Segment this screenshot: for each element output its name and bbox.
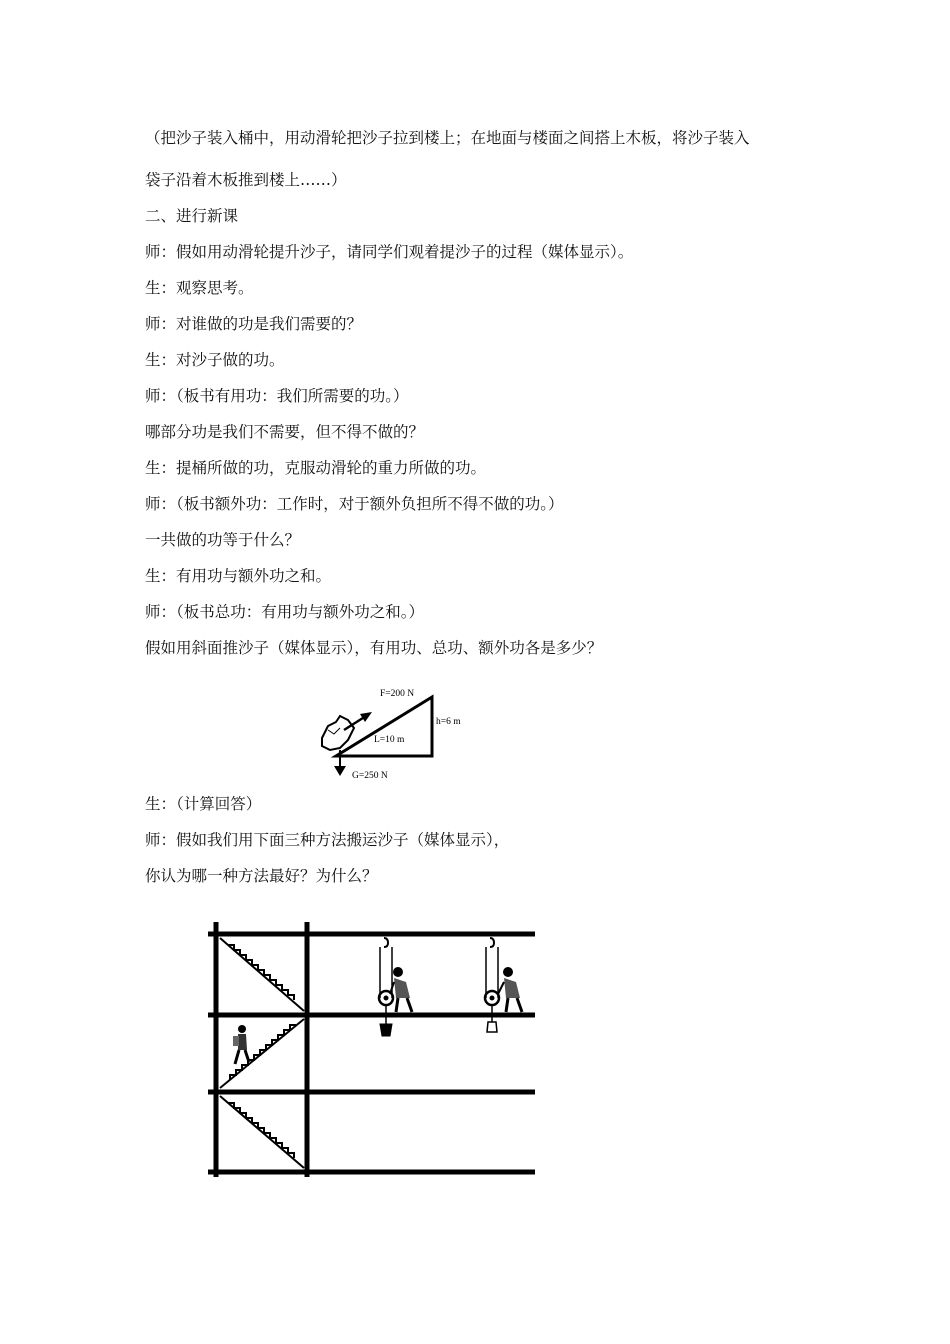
section-heading: 二、进行新课 (145, 207, 239, 225)
dialogue-line: 你认为哪一种方法最好？为什么？ (145, 867, 378, 885)
force-arrowhead-icon (360, 712, 372, 722)
dialogue-line: 师：假如用动滑轮提升沙子，请同学们观着提沙子的过程（媒体显示）。 (145, 243, 634, 261)
bucket-icon (380, 1024, 392, 1036)
dialogue-line: 生：对沙子做的功。 (145, 351, 285, 369)
length-label: L=10 m (374, 735, 405, 745)
weight-label: G=250 N (352, 771, 388, 781)
pulley-with-bucket (379, 938, 393, 1036)
person-pulling-rope (390, 967, 412, 1012)
dialogue-line: 哪部分功是我们不需要，但不得不做的？ (145, 423, 425, 441)
dialogue-line: 生：（计算回答） (145, 795, 262, 813)
paragraph-line: 袋子沿着木板推到楼上……） (145, 171, 347, 189)
staircase (220, 938, 304, 1168)
dialogue-line: 师：对谁做的功是我们需要的？ (145, 315, 363, 333)
dialogue-line: 师：假如我们用下面三种方法搬运沙子（媒体显示）， (145, 831, 510, 849)
dialogue-line: 师：（板书有用功：我们所需要的功。） (145, 387, 409, 405)
sack-icon (322, 716, 354, 750)
dialogue-line: 假如用斜面推沙子（媒体显示），有用功、总功、额外功各是多少？ (145, 639, 603, 657)
incline-figure (318, 682, 478, 790)
dialogue-line: 师：（板书总功：有用功与额外功之和。） (145, 603, 425, 621)
height-label: h=6 m (436, 717, 461, 727)
three-methods-figure (200, 912, 545, 1182)
weight-arrowhead-icon (334, 766, 346, 776)
dialogue-line: 生：有用功与额外功之和。 (145, 567, 332, 585)
person-pulling-rope (498, 967, 522, 1012)
dialogue-line: 一共做的功等于什么？ (145, 531, 301, 549)
force-label: F=200 N (380, 689, 415, 699)
sand-bag-icon (487, 1022, 497, 1032)
dialogue-line: 生：提桶所做的功，克服动滑轮的重力所做的功。 (145, 459, 487, 477)
pulley-with-bag (485, 938, 499, 1032)
dialogue-line: 生：观察思考。 (145, 279, 254, 297)
paragraph-line: （把沙子装入桶中，用动滑轮把沙子拉到楼上；在地面与楼面之间搭上木板，将沙子装入 (145, 129, 750, 147)
dialogue-line: 师：（板书额外功：工作时，对于额外负担所不得不做的功。） (145, 495, 564, 513)
person-climbing-stairs (233, 1025, 249, 1064)
